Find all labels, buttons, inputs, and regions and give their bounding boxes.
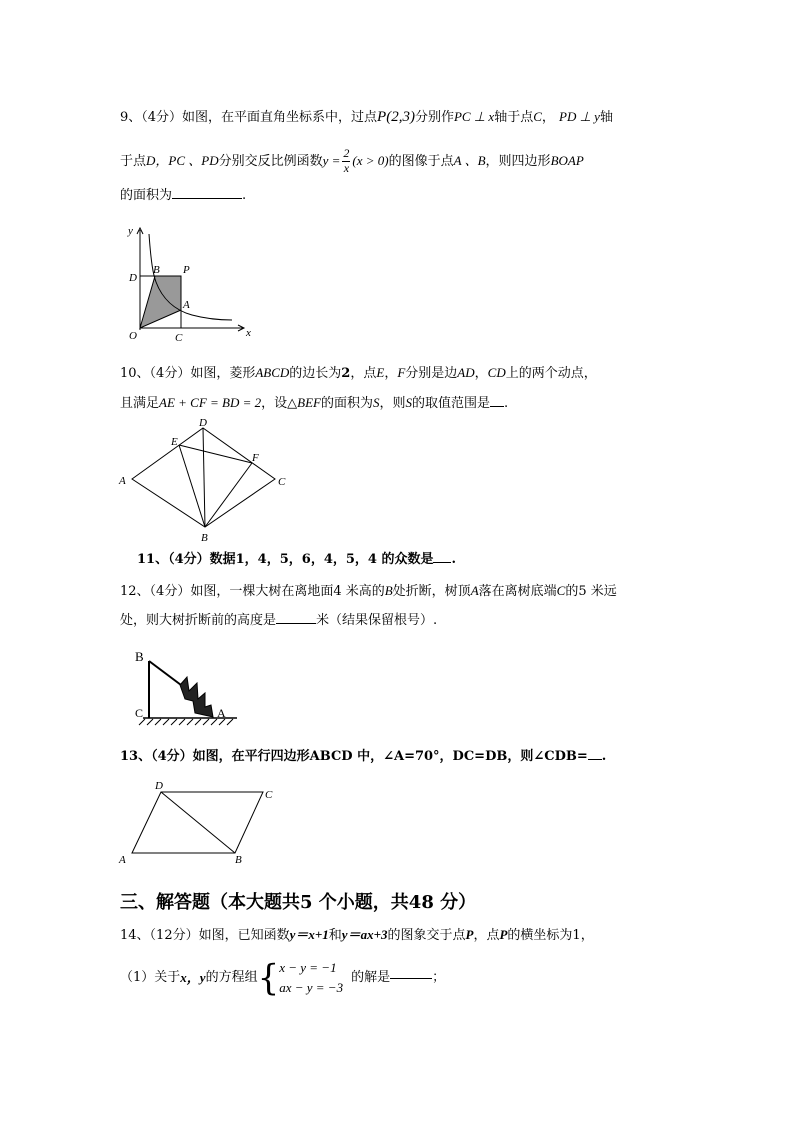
q12-line2: 处，则大树折断前的高度是 米（结果保留根号）.: [120, 613, 438, 628]
label-p: P: [183, 264, 190, 276]
label-e: E: [171, 436, 178, 448]
q9-line3: 的面积为 .: [120, 188, 247, 203]
label-y: y: [128, 225, 133, 237]
label-b: B: [153, 264, 160, 276]
segment-be: [179, 445, 205, 527]
label-a: A: [183, 299, 190, 311]
figure-q12-broken-tree: [125, 643, 255, 733]
label-d: D: [199, 417, 207, 429]
label-a: A: [217, 706, 226, 720]
answer-blank: [390, 977, 432, 979]
diagonal-bd: [203, 428, 205, 527]
label-a: A: [119, 475, 126, 487]
segment-bf: [205, 463, 252, 527]
label-x: x: [246, 327, 251, 339]
figure-q10-rhombus: [115, 417, 305, 547]
figure-q13-parallelogram: [115, 775, 285, 870]
q14-sub1: （1）关于x，y的方程组{ x − y = −1 ax − y = −3 的解是 ；: [120, 956, 446, 999]
label-c: C: [175, 332, 183, 344]
label-d: D: [129, 272, 137, 284]
q12-line1: 12、（4分）如图，一棵大树在离地面4 米高的B处折断，树顶A落在离树底端C的5 米远: [120, 583, 617, 599]
q13-line: 13、（4分）如图，在平行四边形ABCD 中，∠A=70°，DC=DB，则∠CDB= .: [120, 749, 607, 764]
q9-line2: 于点D，PC 、PD分别交反比例函数y = $\frac{2}{x}$ (x > 0)的图像于点A 、B，则四边形BOAP: [120, 146, 584, 175]
answer-blank: [172, 197, 242, 199]
brace-icon: {: [257, 956, 280, 999]
broken-branch: [149, 661, 185, 688]
label-f: F: [252, 452, 259, 464]
equation-system: x − y = −1 ax − y = −3: [279, 960, 344, 995]
q10-line1: 10、（4分）如图，菱形ABCD的边长为2，点E，F分别是边AD，CD上的两个动点，: [120, 365, 597, 381]
diagonal-db: [161, 792, 235, 853]
label-b: B: [201, 532, 208, 544]
q11-line: 11、（4分）数据1，4，5，6，4，5，4 的众数是 .: [137, 552, 457, 567]
label-a: A: [119, 854, 126, 866]
q14-line1: 14、（12分）如图，已知函数y＝x+1和y＝ax+3的图象交于点P，点P的横坐标为1，: [120, 927, 594, 943]
label-b: B: [135, 649, 144, 664]
fraction: $\frac{2}{x}$: [343, 146, 350, 175]
answer-blank: [433, 561, 451, 563]
answer-blank: [588, 758, 602, 760]
label-b: B: [235, 854, 242, 866]
shaded-quadrilateral-boap: [140, 276, 181, 328]
label-o: O: [129, 330, 137, 342]
label-d: D: [155, 780, 163, 792]
label-c: C: [265, 789, 273, 801]
label-c: C: [278, 476, 286, 488]
answer-blank: [490, 405, 504, 407]
segment-ef: [179, 445, 252, 463]
figure-q9-coordinate-graph: [122, 222, 262, 347]
label-c: C: [135, 706, 144, 720]
answer-blank: [276, 622, 316, 624]
q9-line1: 9、（4分）如图，在平面直角坐标系中，过点P(2,3)分别作PC ⊥ x轴于点C， PD ⊥ y轴: [120, 109, 613, 125]
tree-crown: [180, 677, 213, 717]
section-heading: 三、解答题（本大题共5 个小题，共48 分）: [120, 892, 477, 913]
q10-line2: 且满足AE + CF = BD = 2，设△BEF的面积为S，则S的取值范围是 .: [120, 395, 509, 411]
